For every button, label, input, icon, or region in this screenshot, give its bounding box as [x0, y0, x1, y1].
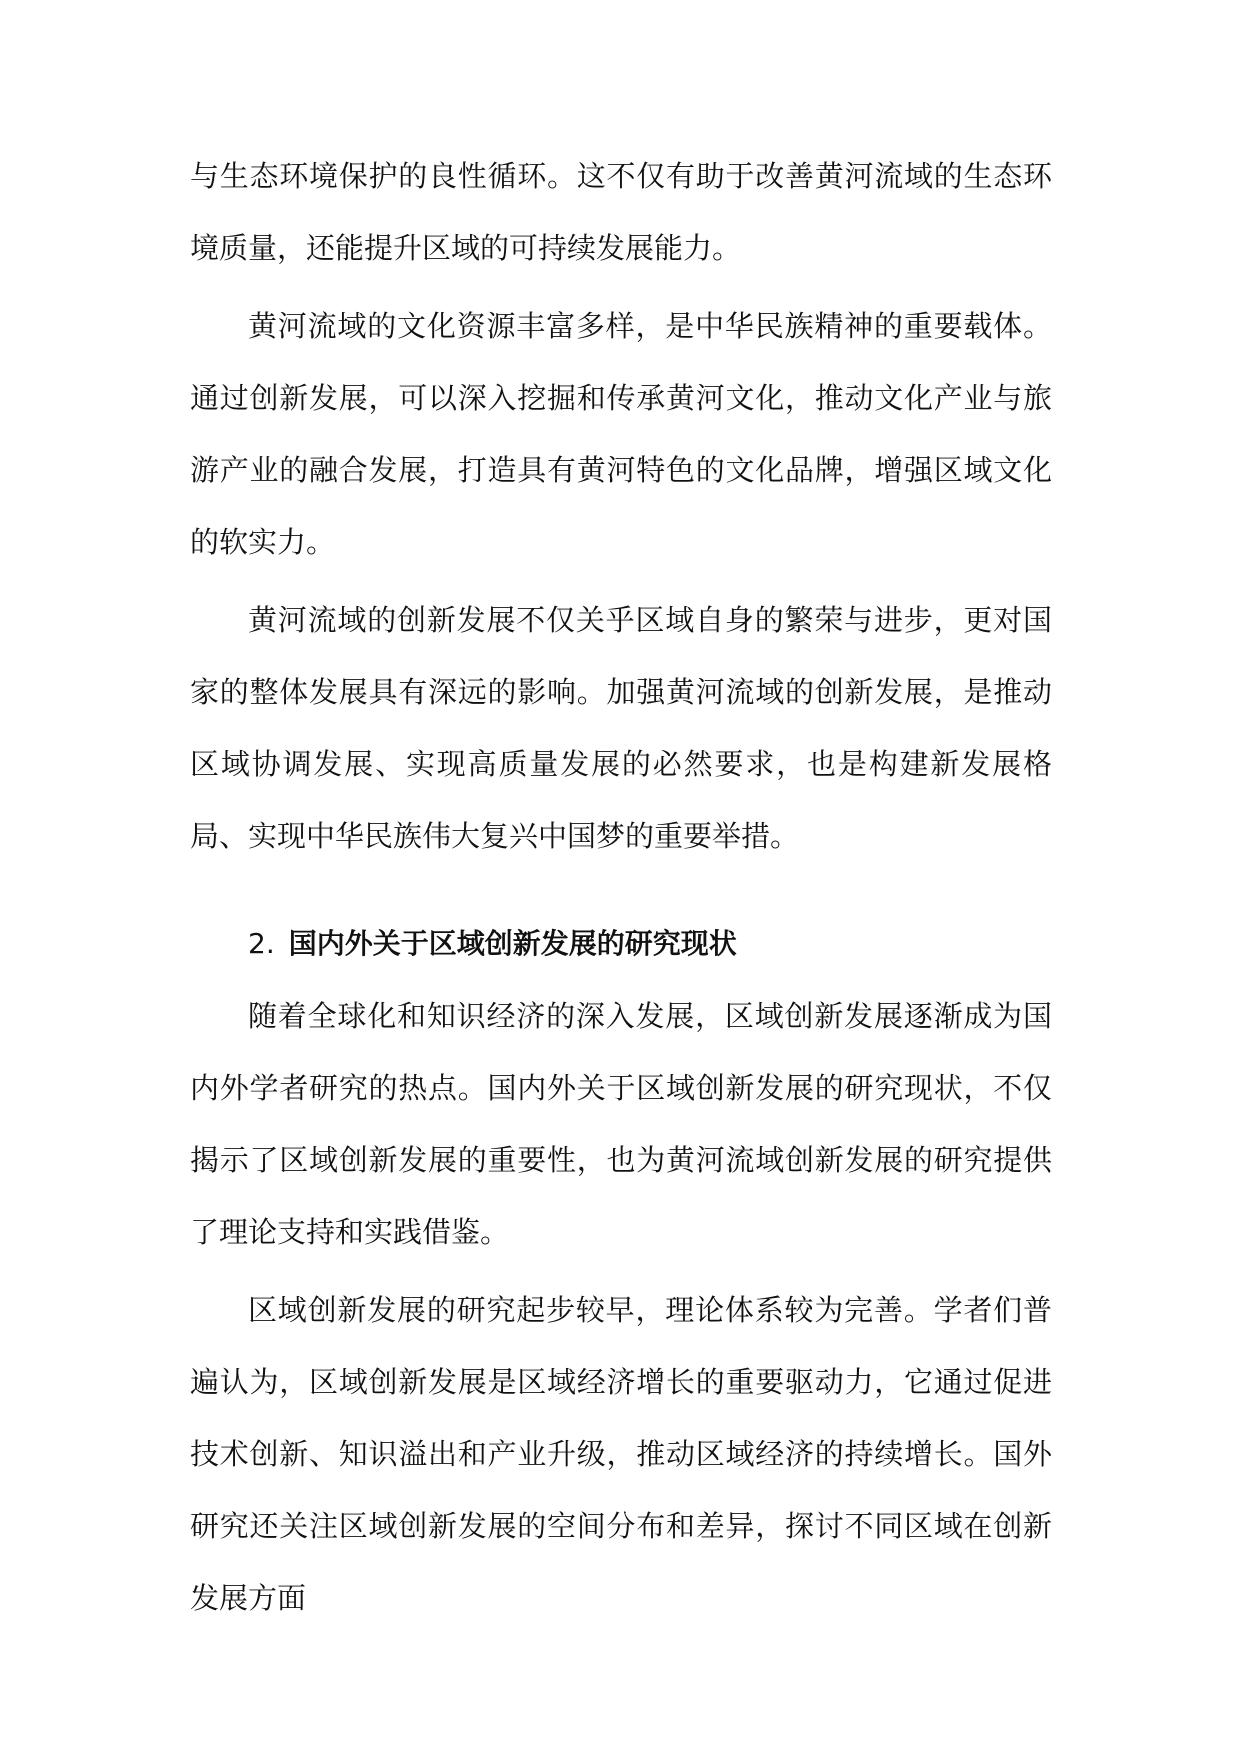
section-title: 国内外关于区域创新发展的研究现状 — [288, 927, 737, 960]
document-body — [190, 140, 1052, 1640]
section-heading — [190, 908, 1052, 980]
paragraph-research-theory: 区域创新发展的研究起步较早，理论体系较为完善。学者们普遍认为，区域创新发展是区域经济增长的重要驱动力，它通过促进技术创新、知识溢出和产业升级，推动区域经济的持续增长。国外研究还关注区域创新发展的空间分布和差异，探讨不同区域在创新发展方面 — [190, 1293, 1052, 1615]
paragraph-culture: 黄河流域的文化资源丰富多样，是中华民族精神的重要载体。通过创新发展，可以深入挖掘和传承黄河文化，推动文化产业与旅游产业的融合发展，打造具有黄河特色的文化品牌，增强区域文化的软实力。 — [190, 309, 1052, 559]
paragraph-research-intro: 随着全球化和知识经济的深入发展，区域创新发展逐渐成为国内外学者研究的热点。国内外关于区域创新发展的研究现状，不仅揭示了区域创新发展的重要性，也为黄河流域创新发展的研究提供了理论支持和实践借鉴。 — [190, 999, 1052, 1249]
paragraph-national-impact: 黄河流域的创新发展不仅关乎区域自身的繁荣与进步，更对国家的整体发展具有深远的影响。加强黄河流域的创新发展，是推动区域协调发展、实现高质量发展的必然要求，也是构建新发展格局、实现中华民族伟大复兴中国梦的重要举措。 — [190, 603, 1052, 853]
section-number: 2. — [248, 927, 275, 960]
paragraph-continuation: 与生态环境保护的良性循环。这不仅有助于改善黄河流域的生态环境质量，还能提升区域的可持续发展能力。 — [190, 159, 1052, 265]
